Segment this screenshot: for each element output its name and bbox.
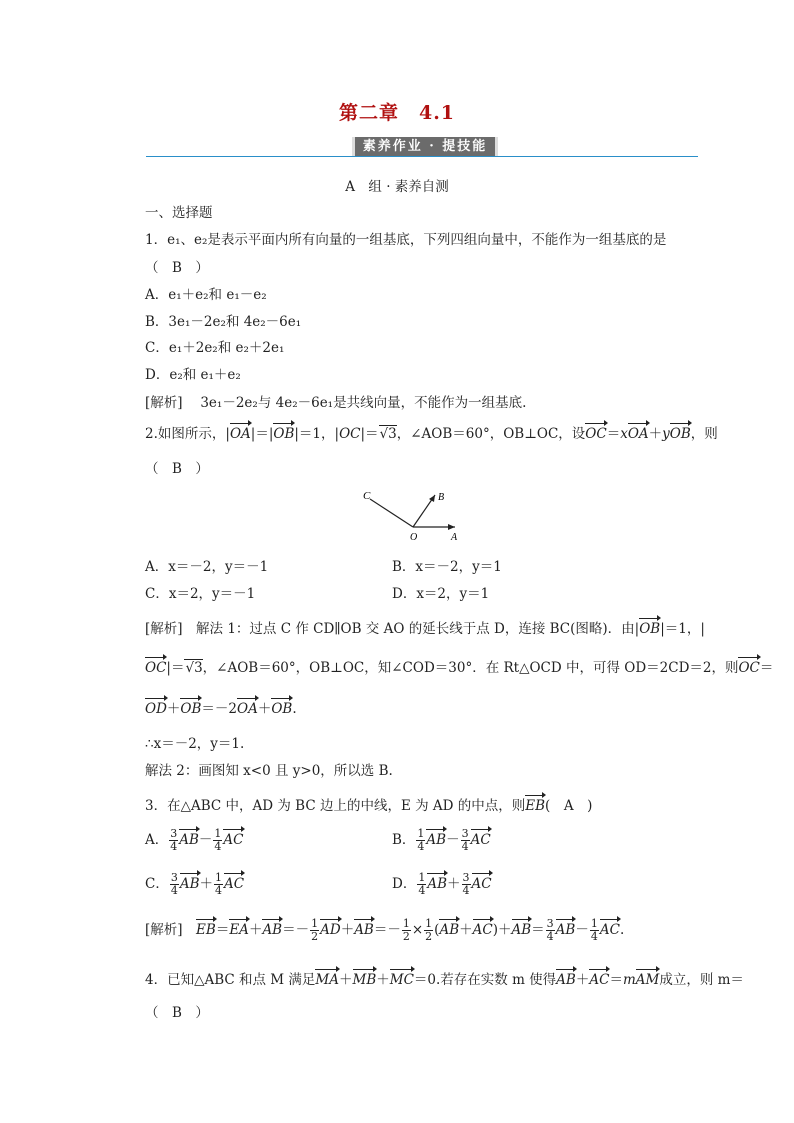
q3-option-c: C． $\frac{3}{4}$ AB＋ $\frac{1}{4}$ AC — [145, 871, 245, 897]
q1-analysis-text: 3e₁－2e₂与 4e₂－6e₁是共线向量，不能作为一组基底. — [200, 395, 527, 411]
q2-option-b: B．x＝－2，y＝1 — [392, 559, 502, 575]
q3-option-b: B． $\frac{1}{4}$ AB－ $\frac{3}{4}$ AC — [392, 827, 491, 853]
q2-option-d: D．x＝2，y＝1 — [392, 586, 490, 602]
q2-analysis-3: OD＋OB＝－2OA＋OB. — [145, 701, 297, 717]
q2-analysis-4: ∴x＝－2，y＝1. — [145, 736, 245, 752]
q1-answer: （ B ） — [145, 260, 209, 276]
q1-option-c: C．e₁＋2e₂和 e₂＋2e₁ — [145, 340, 285, 356]
label-b: B — [438, 492, 445, 503]
q3-stem: 3．在△ABC 中，AD 为 BC 边上的中线，E 为 AD 的中点，则EB( A ) — [145, 798, 593, 814]
q1-option-a: A．e₁＋e₂和 e₁－e₂ — [145, 287, 267, 303]
q3-option-d: D． $\frac{1}{4}$ AB＋ $\frac{3}{4}$ AC — [392, 871, 492, 897]
arrow-b — [429, 495, 435, 502]
section-heading: 一、选择题 — [145, 205, 213, 221]
q4-answer: （ B ） — [145, 1005, 209, 1021]
group-heading: A 组 · 素养自测 — [345, 179, 449, 195]
q2-analysis-1: [解析] 解法 1：过点 C 作 CD∥OB 交 AO 的延长线于点 D，连接 BC(图略)．由|OB|＝1，| — [145, 621, 705, 637]
q1-option-d: D．e₂和 e₁＋e₂ — [145, 367, 241, 383]
q1-option-b: B．3e₁－2e₂和 4e₂－6e₁ — [145, 314, 302, 330]
arrow-a — [448, 524, 455, 530]
section-banner: 素养作业 · 提技能 — [352, 137, 498, 157]
q3-option-a: A． $\frac{3}{4}$ AB－ $\frac{1}{4}$ AC — [145, 827, 244, 853]
q2-figure — [355, 485, 465, 545]
q2-analysis-5: 解法 2：画图知 x<0 且 y>0，所以选 B. — [145, 763, 393, 779]
q2-answer: （ B ） — [145, 461, 209, 477]
analysis-tag: [解析] — [145, 395, 183, 411]
divider — [146, 156, 698, 157]
vec-oa: OA — [229, 426, 251, 442]
ray-oc — [370, 499, 413, 527]
page-title: 第二章 4.1 — [338, 102, 456, 124]
q2-option-c: C．x＝2，y＝－1 — [145, 586, 256, 602]
label-a: A — [451, 532, 458, 543]
q2-analysis-2: OC|＝√3，∠AOB＝60°，OB⊥OC，知∠COD＝30°．在 Rt△OCD 中，可得 OD＝2CD＝2，则OC＝ — [145, 660, 774, 676]
q1-analysis — [145, 391, 526, 411]
label-c: C — [363, 490, 371, 502]
q3-analysis: [解析] EB＝EA＋AB＝－ $\frac{1}{2}$ AD＋AB＝－ $\frac{1}{2}$ × $\frac{1}{2}$ (AB＋AC)＋AB＝ $\frac{3}{4}$ AB－ $\frac{1}{4}$ AC. — [145, 917, 625, 943]
q1-stem: 1．e₁、e₂是表示平面内所有向量的一组基底，下列四组向量中，不能作为一组基底的是 — [145, 232, 667, 248]
vec-ob: OB — [273, 426, 295, 442]
label-o: O — [410, 532, 418, 543]
q2-stem: 2.如图所示，|OA|＝|OB|＝1，|OC|＝√3，∠AOB＝60°，OB⊥OC，设OC＝xOA＋yOB，则 — [145, 426, 718, 442]
q2-option-a: A．x＝－2，y＝－1 — [145, 559, 269, 575]
q4-stem: 4．已知△ABC 和点 M 满足MA＋MB＋MC＝0.若存在实数 m 使得AB＋AC＝mAM成立，则 m＝ — [145, 972, 744, 988]
